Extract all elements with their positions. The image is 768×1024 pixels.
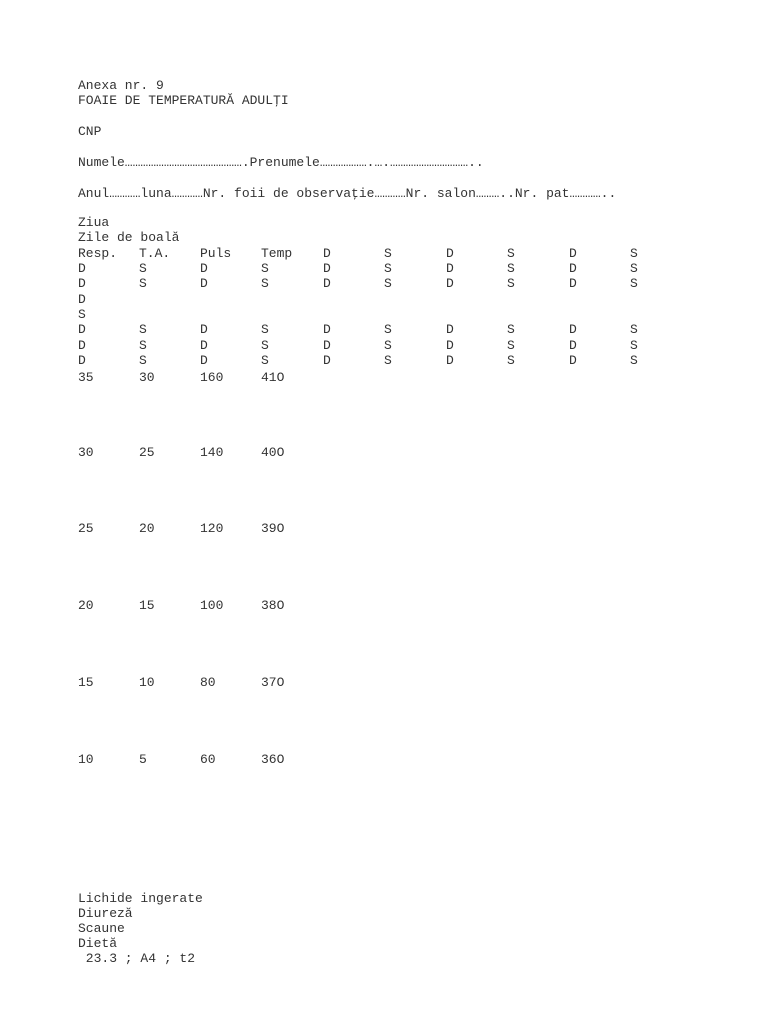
grid-cell: S	[261, 276, 269, 291]
grid-cell: 25	[139, 445, 155, 460]
grid-cell: S	[261, 322, 269, 337]
grid-cell: D	[569, 338, 577, 353]
grid-cell: D	[78, 338, 86, 353]
annex-number: Anexa nr. 9	[78, 78, 164, 93]
grid-cell: 60	[200, 752, 216, 767]
day-night-row	[0, 276, 768, 291]
grid-cell: D	[446, 276, 454, 291]
format-code: 23.3 ; A4 ; t2	[78, 951, 196, 966]
grid-cell: 35	[78, 370, 94, 385]
grid-cell: S	[78, 307, 86, 322]
grid-cell: D	[323, 338, 331, 353]
grid-cell: 30	[139, 370, 155, 385]
day-night-row	[0, 338, 768, 353]
grid-cell: S	[261, 338, 269, 353]
grid-cell: D	[200, 276, 208, 291]
grid-cell: T.A.	[139, 246, 171, 261]
grid-cell: D	[446, 338, 454, 353]
grid-cell: S	[139, 322, 147, 337]
grid-cell: S	[507, 338, 515, 353]
grid-cell: D	[323, 276, 331, 291]
night-row	[0, 307, 768, 322]
scale-row	[0, 598, 768, 613]
diureza-label: Diureză	[78, 906, 133, 921]
grid-cell: 80	[200, 675, 216, 690]
name-line: Numele……………………………………….Prenumele……………….….…………………………..	[78, 155, 484, 170]
grid-cell: D	[200, 261, 208, 276]
grid-cell: D	[569, 261, 577, 276]
grid-cell: 20	[139, 521, 155, 536]
day-night-row	[0, 353, 768, 368]
grid-cell: D	[78, 292, 86, 307]
grid-cell: 36O	[261, 752, 285, 767]
grid-cell: D	[323, 261, 331, 276]
grid-cell: S	[139, 353, 147, 368]
lichide-ingerate-label: Lichide ingerate	[78, 891, 203, 906]
grid-cell: S	[139, 338, 147, 353]
day-night-row	[0, 322, 768, 337]
grid-cell: D	[323, 353, 331, 368]
info-line: Anul…………luna…………Nr. foii de observaţie…………Nr. salon………..Nr. pat…………..	[78, 186, 617, 201]
grid-cell: S	[630, 322, 638, 337]
grid-cell: S	[507, 261, 515, 276]
grid-cell: D	[78, 353, 86, 368]
document-title: FOAIE DE TEMPERATURĂ ADULŢI	[78, 93, 289, 108]
grid-cell: 140	[200, 445, 224, 460]
grid-cell: 30	[78, 445, 94, 460]
grid-cell: 120	[200, 521, 224, 536]
grid-cell: S	[384, 322, 392, 337]
grid-cell: S	[261, 353, 269, 368]
grid-cell: Resp.	[78, 246, 118, 261]
cnp-label: CNP	[78, 124, 102, 139]
dieta-label: Dietă	[78, 936, 118, 951]
grid-cell: 37O	[261, 675, 285, 690]
scaune-label: Scaune	[78, 921, 125, 936]
ziua-label: Ziua	[78, 215, 110, 230]
grid-cell: S	[384, 276, 392, 291]
grid-cell: D	[78, 322, 86, 337]
grid-cell: D	[446, 322, 454, 337]
grid-cell: D	[446, 353, 454, 368]
grid-cell: Puls	[200, 246, 232, 261]
grid-cell: D	[569, 322, 577, 337]
grid-cell: S	[261, 261, 269, 276]
grid-cell: 15	[78, 675, 94, 690]
day-row	[0, 292, 768, 307]
grid-cell: D	[323, 246, 331, 261]
scale-row	[0, 370, 768, 385]
grid-cell: D	[200, 338, 208, 353]
grid-cell: D	[78, 276, 86, 291]
grid-cell: S	[139, 261, 147, 276]
grid-cell: 38O	[261, 598, 285, 613]
grid-cell: S	[384, 353, 392, 368]
grid-cell: D	[569, 246, 577, 261]
scale-row	[0, 675, 768, 690]
grid-cell: D	[569, 276, 577, 291]
grid-cell: S	[139, 276, 147, 291]
grid-cell: 5	[139, 752, 147, 767]
grid-cell: 10	[78, 752, 94, 767]
grid-cell: D	[323, 322, 331, 337]
grid-cell: D	[446, 261, 454, 276]
grid-cell: D	[78, 261, 86, 276]
grid-cell: S	[507, 353, 515, 368]
grid-cell: 25	[78, 521, 94, 536]
grid-cell: D	[200, 353, 208, 368]
grid-cell: 40O	[261, 445, 285, 460]
grid-cell: 10	[139, 675, 155, 690]
grid-cell: S	[507, 276, 515, 291]
zile-boala-label: Zile de boală	[78, 230, 180, 245]
grid-cell: 100	[200, 598, 224, 613]
grid-cell: 41O	[261, 370, 285, 385]
grid-cell: 39O	[261, 521, 285, 536]
grid-cell: Temp	[261, 246, 293, 261]
grid-cell: D	[569, 353, 577, 368]
grid-cell: S	[630, 353, 638, 368]
grid-cell: S	[630, 261, 638, 276]
grid-cell: S	[384, 338, 392, 353]
grid-cell: S	[384, 261, 392, 276]
grid-cell: S	[630, 246, 638, 261]
grid-cell: 20	[78, 598, 94, 613]
column-header-row	[0, 246, 768, 261]
day-night-row	[0, 261, 768, 276]
grid-cell: D	[200, 322, 208, 337]
grid-cell: S	[630, 276, 638, 291]
grid-cell: 15	[139, 598, 155, 613]
scale-row	[0, 445, 768, 460]
scale-row	[0, 752, 768, 767]
grid-cell: 160	[200, 370, 224, 385]
grid-cell: S	[507, 322, 515, 337]
grid-cell: S	[384, 246, 392, 261]
scale-row	[0, 521, 768, 536]
grid-cell: D	[446, 246, 454, 261]
grid-cell: S	[630, 338, 638, 353]
grid-cell: S	[507, 246, 515, 261]
